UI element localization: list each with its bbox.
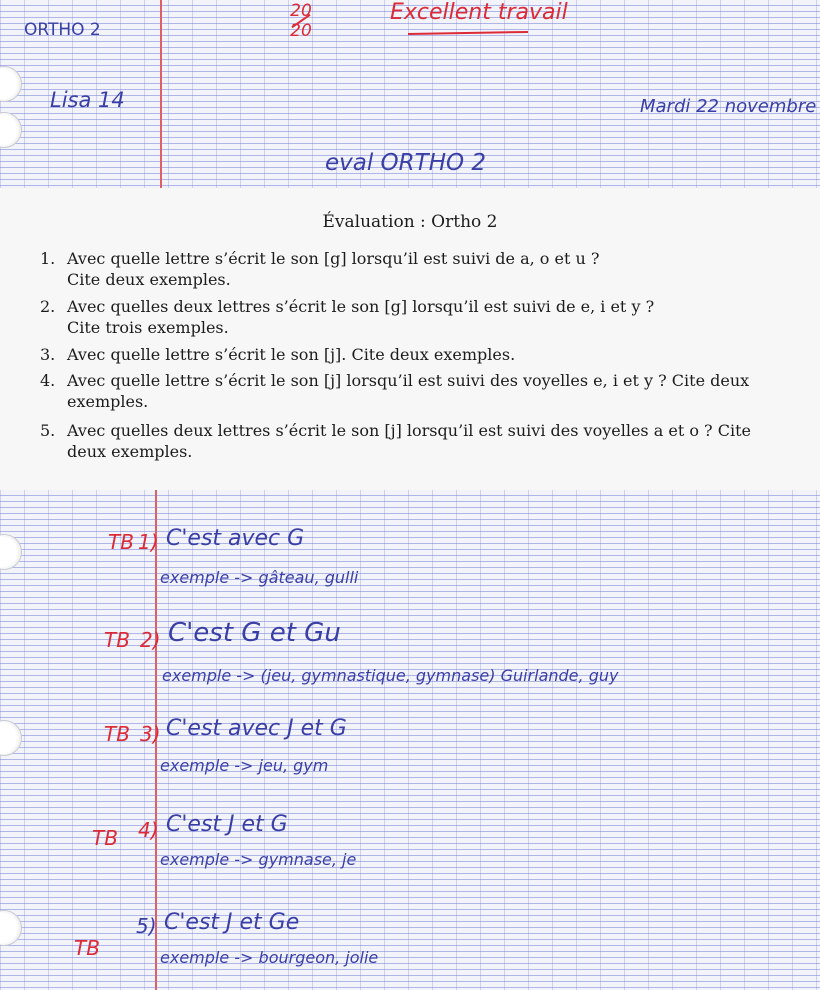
eval-title: eval ORTHO 2 — [325, 150, 487, 176]
date: Mardi 22 novembre — [640, 96, 817, 117]
question-text: Avec quelle lettre s’écrit le son [j]. Cite deux exemples. — [67, 345, 516, 364]
question-number: 4. — [40, 371, 56, 390]
question-text-cont: deux exemples. — [67, 442, 193, 461]
binder-hole — [0, 112, 22, 148]
teacher-mark: TB — [92, 826, 118, 850]
comment-underline — [408, 31, 528, 35]
binder-hole — [0, 720, 22, 756]
binder-hole — [0, 910, 22, 946]
question-2 — [40, 296, 800, 338]
question-number: 5. — [40, 421, 56, 440]
question-text: Avec quelle lettre s’écrit le son [j] lorsqu’il est suivi des voyelles e, i et y ? Cite deux — [67, 371, 750, 390]
student-name: Lisa 14 — [50, 88, 125, 112]
answer-example: exemple -> (jeu, gymnastique, gymnase) Guirlande, guy — [162, 666, 619, 685]
notebook-label: ORTHO 2 — [24, 20, 101, 40]
answer-example: exemple -> jeu, gym — [160, 756, 329, 775]
answer-text: C'est avec G — [166, 526, 305, 551]
question-text: Avec quelle lettre s’écrit le son [g] lorsqu’il est suivi de a, o et u ? — [67, 249, 600, 268]
question-text: Avec quelles deux lettres s’écrit le son [g] lorsqu’il est suivi de e, i et y ? — [67, 297, 655, 316]
grade-numerator: 20 — [290, 1, 312, 21]
question-4 — [40, 370, 800, 412]
answer-text: C'est G et Gu — [168, 618, 341, 648]
answer-text: C'est J et G — [166, 812, 288, 837]
question-1 — [40, 248, 800, 290]
answer-text: C'est avec J et G — [166, 716, 347, 741]
printed-worksheet — [0, 188, 820, 498]
margin-line — [160, 0, 162, 200]
answer-number: 2) — [140, 628, 161, 652]
question-text-cont: Cite deux exemples. — [67, 270, 231, 289]
grade — [290, 2, 312, 40]
question-text-cont: Cite trois exemples. — [67, 318, 229, 337]
question-number: 1. — [40, 249, 56, 268]
binder-hole — [0, 66, 22, 102]
question-text: Avec quelles deux lettres s’écrit le son [j] lorsqu’il est suivi des voyelles a et o ? Cite — [67, 421, 751, 440]
answer-text: C'est J et Ge — [164, 910, 300, 935]
answer-example: exemple -> bourgeon, jolie — [160, 948, 379, 967]
answer-number: 4) — [138, 818, 159, 842]
answer-example: exemple -> gâteau, gulli — [160, 568, 359, 587]
binder-hole — [0, 534, 22, 570]
teacher-comment: Excellent travail — [390, 0, 568, 25]
notebook-page-top — [0, 0, 820, 200]
answer-number: 3) — [140, 722, 161, 746]
question-3 — [40, 344, 800, 365]
question-number: 2. — [40, 297, 56, 316]
question-number: 3. — [40, 345, 56, 364]
teacher-mark: TB — [108, 530, 134, 554]
teacher-mark: TB — [74, 936, 100, 960]
worksheet-title: Évaluation : Ortho 2 — [322, 212, 498, 232]
grade-denominator: 20 — [290, 21, 312, 41]
teacher-mark: TB — [104, 628, 130, 652]
question-text-cont: exemples. — [67, 392, 149, 411]
question-5 — [40, 420, 800, 462]
answer-number: 5) — [136, 914, 157, 938]
notebook-page-bottom — [0, 490, 820, 990]
answer-example: exemple -> gymnase, je — [160, 850, 357, 869]
answer-number: 1) — [138, 530, 159, 554]
teacher-mark: TB — [104, 722, 130, 746]
